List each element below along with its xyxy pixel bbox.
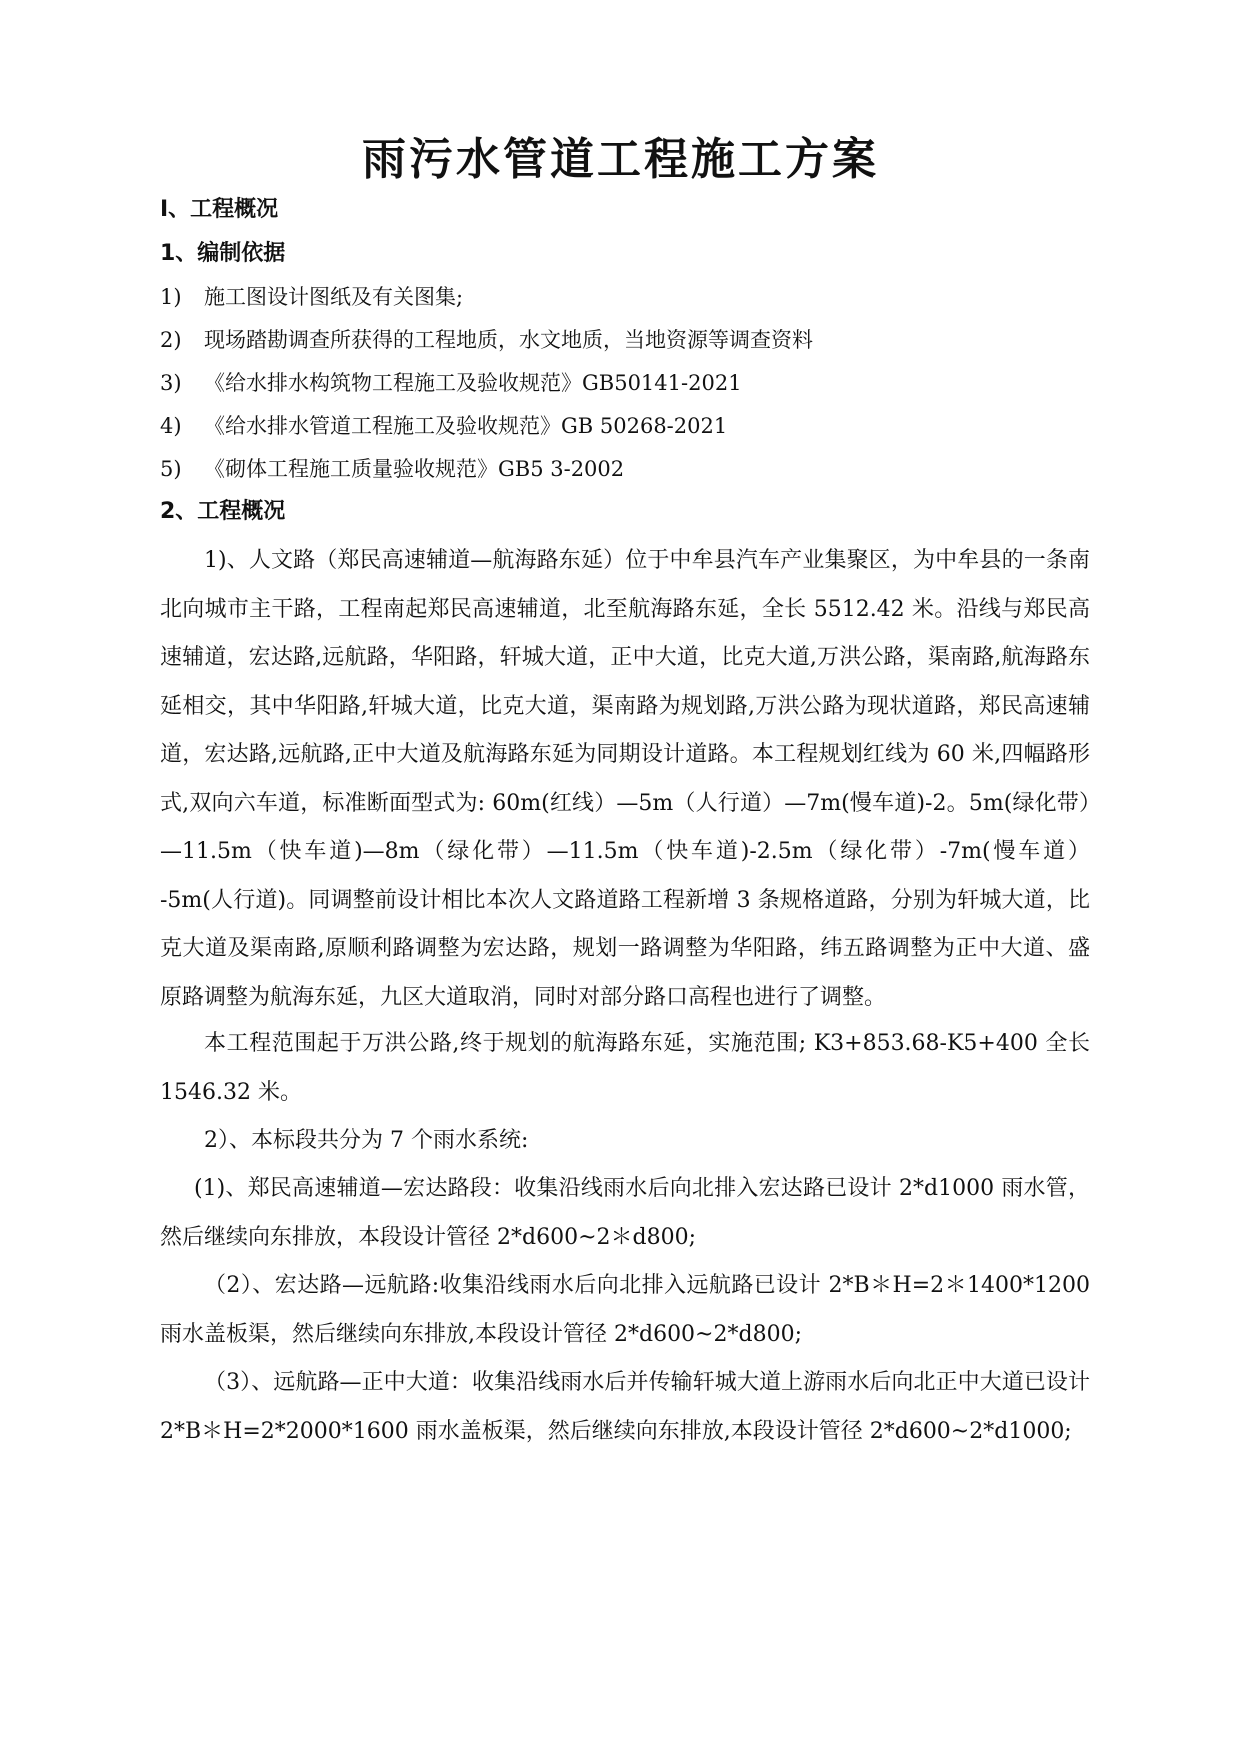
body-paragraph: （2）、宏达路—远航路:收集沿线雨水后向北排入远航路已设计 2*B＊H=2＊1400*1200 雨水盖板渠，然后继续向东排放,本段设计管径 2*d600~2*d800; <box>160 1273 1090 1347</box>
reference-text: 《砌体工程施工质量验收规范》GB5 3-2002 <box>204 457 625 481</box>
reference-number: 3) <box>160 371 182 395</box>
reference-item <box>160 280 463 314</box>
subheading-basis: 1、编制依据 <box>160 241 286 266</box>
body-paragraph: 本工程范围起于万洪公路,终于规划的航海路东延，实施范围; K3+853.68-K5+400 全长 1546.32 米。 <box>160 1031 1090 1105</box>
reference-item <box>160 366 742 400</box>
reference-text: 《给水排水构筑物工程施工及验收规范》GB50141-2021 <box>204 371 742 395</box>
body-paragraph: (1)、郑民高速辅道—宏达路段：收集沿线雨水后向北排入宏达路已设计 2*d1000 雨水管，然后继续向东排放，本段设计管径 2*d600~2＊d800; <box>160 1176 1090 1250</box>
reference-number: 4) <box>160 414 182 438</box>
reference-item <box>160 323 813 357</box>
body-paragraph: 2）、本标段共分为 7 个雨水系统: <box>204 1128 529 1153</box>
reference-number: 2) <box>160 328 182 352</box>
reference-number: 5) <box>160 457 182 481</box>
document-title: 雨污水管道工程施工方案 <box>362 134 879 185</box>
body-paragraph: （3）、远航路—正中大道：收集沿线雨水后并传输轩城大道上游雨水后向北正中大道已设计 2*B＊H=2*2000*1600 雨水盖板渠，然后继续向东排放,本段设计管径 2*d600~2*d1000; <box>160 1370 1091 1444</box>
reference-text: 《给水排水管道工程施工及验收规范》GB 50268-2021 <box>204 414 728 438</box>
reference-text: 现场踏勘调查所获得的工程地质，水文地质，当地资源等调查资料 <box>204 328 813 352</box>
subheading-overview: 2、工程概况 <box>160 499 286 524</box>
reference-text: 施工图设计图纸及有关图集; <box>204 285 464 309</box>
body-paragraph: 1)、人文路（郑民高速辅道—航海路东延）位于中牟县汽车产业集聚区，为中牟县的一条南北向城市主干路，工程南起郑民高速辅道，北至航海路东延，全长 5512.42 米。沿线与郑民高速辅道，宏达路,远航路，华阳路，轩城大道，正中大道，比克大道,万洪公路，渠南路,航海路东延相交，其中华阳路,轩城大道，比克大道，渠南路为规划路,万洪公路为现状道路，郑民高速辅道，宏达路,远航路,正中大道及航海路东延为同期设计道路。本工程规划红线为 60 米,四幅路形式,双向六车道，标准断面型式为: 60m(红线）—5m（人行道）—7m(慢车道)-2。5m(绿化带）—11.5m（快车道)—8m（绿化带）—11.5m（快车道)-2.5m（绿化带）-7m(慢车道） -5m(人行道)。同调整前设计相比本次人文路道路工程新增 3 条规格道路，分别为轩城大道，比克大道及渠南路,原顺利路调整为宏达路，规划一路调整为华阳路，纬五路调整为正中大道、盛原路调整为航海东延，九区大道取消，同时对部分路口高程也进行了调整。 <box>160 548 1090 1010</box>
reference-item <box>160 409 727 443</box>
section-heading-overview: Ⅰ、工程概况 <box>160 197 279 222</box>
reference-item <box>160 452 624 486</box>
reference-number: 1) <box>160 285 182 309</box>
